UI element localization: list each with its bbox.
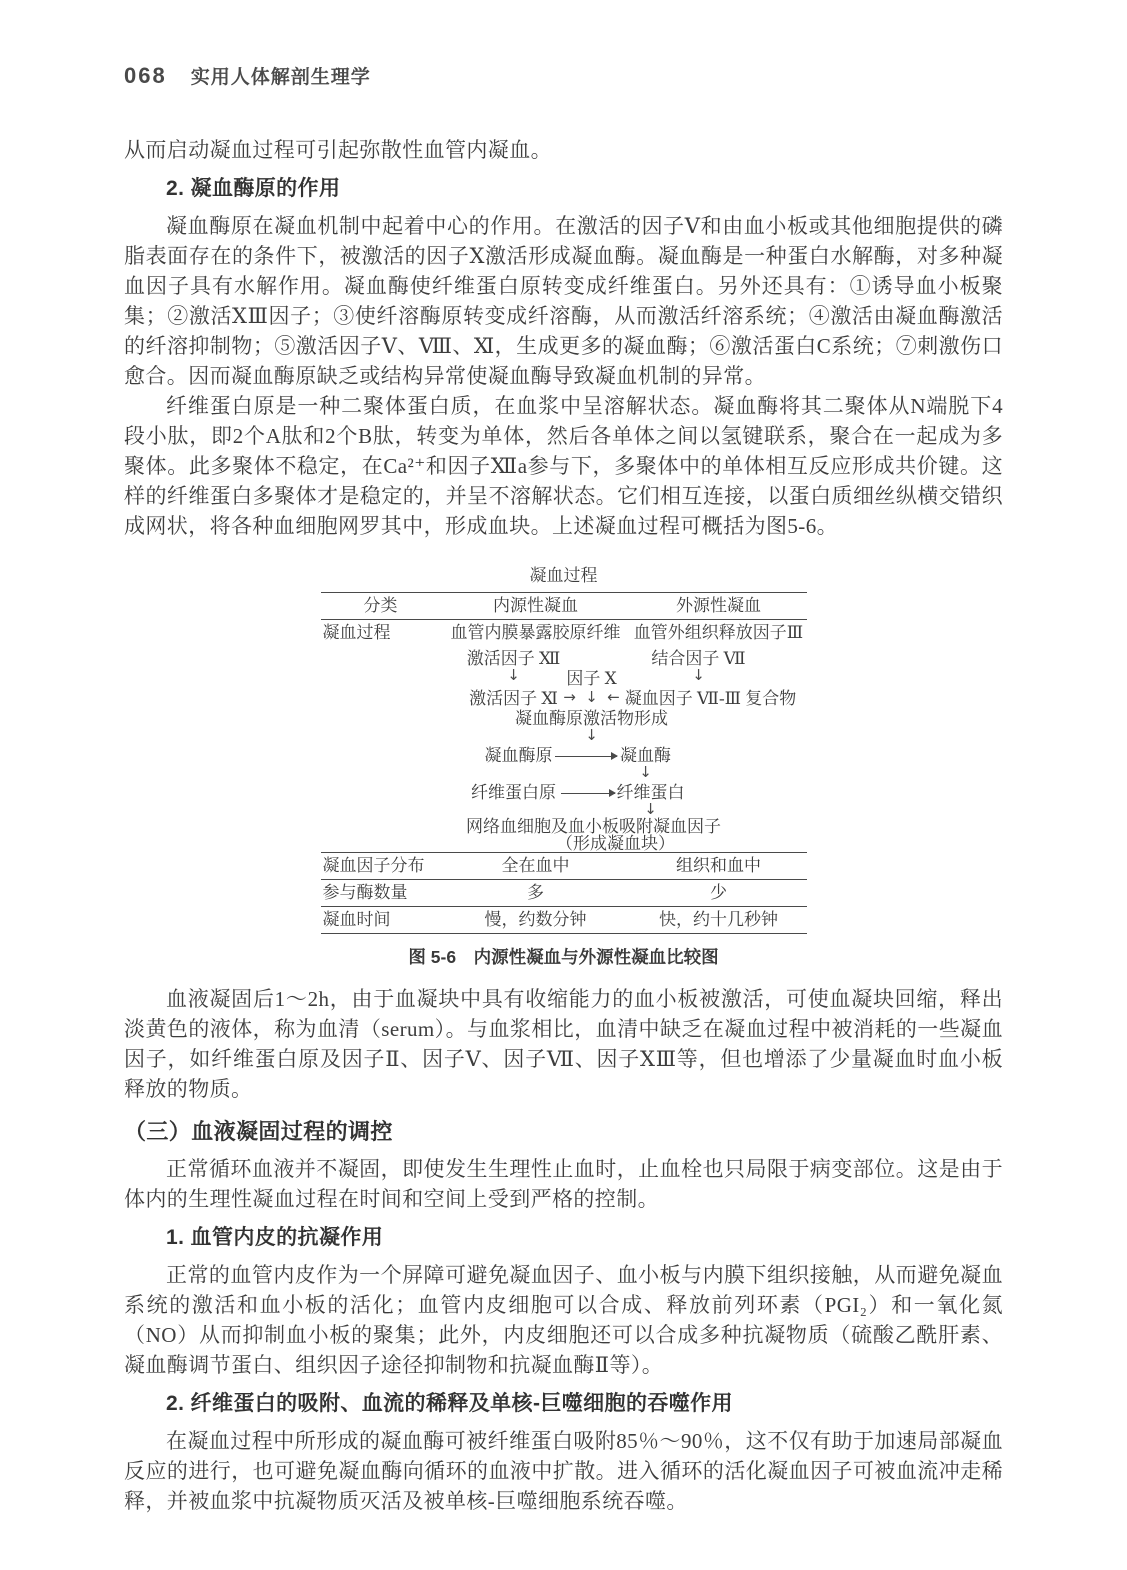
intrinsic-trigger: 血管内膜暴露胶原纤维 [450,623,621,642]
coagulation-flow-diagram [321,648,807,852]
flow-activate-factor-xii: 激活因子 Ⅻ [466,649,561,668]
flow-fibrinogen: 纤维蛋白原 [471,783,556,802]
flow-bind-factor-vii: 结合因子 Ⅶ [651,649,746,668]
page-number: 068 [124,63,167,88]
column-header-intrinsic: 内源性凝血 [493,596,578,615]
row-label: 凝血时间 [322,910,391,929]
extrinsic-distribution: 组织和血中 [676,856,761,875]
figure-title: 凝血过程 [529,566,598,585]
flow-network-cells: 网络血细胞及血小板吸附凝血因子 [466,817,721,836]
arrow-down-icon: ↓ [507,666,520,684]
table-row-time [321,906,807,934]
table-row-trigger [321,620,807,646]
arrow-down-icon: ↓ [644,800,657,818]
arrow-down-icon: ↓ [585,726,598,744]
column-header-extrinsic: 外源性凝血 [676,596,761,615]
arrow-right-icon [561,793,615,794]
page-content [124,135,1003,1516]
heading-regulation: （三）血液凝固过程的调控 [124,1119,393,1144]
paragraph-fibrin-adsorption: 在凝血过程中所形成的凝血酶可被纤维蛋白吸附85％～90％，这不仅有助于加速局部凝血反应的进行，也可避免凝血酶向循环的血液中扩散。进入循环的活化凝血因子可被血流冲走稀释，并被血浆中抗凝物质灭活及被单核-巨噬细胞系统吞噬。 [124,1429,1003,1513]
arrow-right-icon [555,756,617,757]
flow-prothrombin-activator: 凝血酶原激活物形成 [515,709,668,728]
flow-fibrin: 纤维蛋白 [616,783,685,802]
intrinsic-time: 慢，约数分钟 [484,910,587,929]
arrow-down-icon: ↓ [692,666,705,684]
heading-endothelium-anticoagulation: 1. 血管内皮的抗凝作用 [166,1226,384,1249]
flow-clot-formed: （形成凝血块） [556,834,675,853]
heading-prothrombin-role: 2. 凝血酶原的作用 [166,177,341,200]
extrinsic-trigger: 血管外组织释放因子Ⅲ [633,623,804,642]
arrow-right-icon: → [563,688,576,706]
row-label: 参与酶数量 [322,883,408,902]
table-row-distribution [321,852,807,879]
paragraph-serum: 血液凝固后1～2h，由于血凝块中具有收缩能力的血小板被激活，可使血凝块回缩，释出淡黄色的液体，称为血清（serum）。与血浆相比，血清中缺乏在凝血过程中被消耗的一些凝血因子，如纤维蛋白原及因子Ⅱ、因子Ⅴ、因子Ⅶ、因子ⅩⅢ等，但也增添了少量凝血时血小板释放的物质。 [124,987,1003,1101]
arrow-down-icon: ↓ [639,763,652,781]
flow-prothrombin: 凝血酶原 [484,746,553,765]
intrinsic-distribution: 全在血中 [501,856,570,875]
book-title: 实用人体解剖生理学 [190,67,371,88]
arrow-left-icon: ← [607,688,620,706]
extrinsic-enzymes: 少 [710,883,727,902]
heading-fibrin-adsorption: 2. 纤维蛋白的吸附、血流的稀释及单核-巨噬细胞的吞噬作用 [166,1392,733,1415]
table-header-row [321,593,807,620]
paragraph-lead: 从而启动凝血过程可引起弥散性血管内凝血。 [124,138,552,162]
column-header-category: 分类 [363,596,398,615]
row-label: 凝血过程 [322,623,391,642]
extrinsic-time: 快，约十几秒钟 [659,910,778,929]
paragraph-fibrinogen: 纤维蛋白原是一种二聚体蛋白质，在血浆中呈溶解状态。凝血酶将其二聚体从N端脱下4段小肽，即2个A肽和2个B肽，转变为单体，然后各单体之间以氢键联系，聚合在一起成为多聚体。此多聚体不稳定，在Ca²⁺和因子Ⅻa参与下，多聚体中的单体相互反应形成共价键。这样的纤维蛋白多聚体才是稳定的，并呈不溶解状态。它们相互连接，以蛋白质细丝纵横交错织成网状，将各种血细胞网罗其中，形成血块。上述凝血过程可概括为图5-6。 [124,394,1003,538]
arrow-down-icon: ↓ [585,688,598,706]
intrinsic-enzymes: 多 [527,883,544,902]
paragraph-regulation: 正常循环血液并不凝固，即使发生生理性止血时，止血栓也只局限于病变部位。这是由于体内的生理性凝血过程在时间和空间上受到严格的控制。 [124,1157,1003,1211]
figure-5-6 [321,565,807,968]
flow-activate-factor-xi: 激活因子 Ⅺ [469,689,558,708]
paragraph-endothelium: 正常的血管内皮作为一个屏障可避免凝血因子、血小板与内膜下组织接触，从而避免凝血系统的激活和血小板的活化；血管内皮细胞可以合成、释放前列环素（PGI₂）和一氧化氮（NO）从而抑制血小板的聚集；此外，内皮细胞还可以合成多种抗凝物质（硫酸乙酰肝素、凝血酶调节蛋白、组织因子途径抑制物和抗凝血酶Ⅱ等）。 [124,1263,1003,1377]
flow-thrombin: 凝血酶 [620,746,671,765]
flow-factor-vii-iii-complex: 凝血因子 Ⅶ-Ⅲ 复合物 [624,689,797,708]
paragraph-prothrombin: 凝血酶原在凝血机制中起着中心的作用。在激活的因子Ⅴ和由血小板或其他细胞提供的磷脂表面存在的条件下，被激活的因子Ⅹ激活形成凝血酶。凝血酶是一种蛋白水解酶，对多种凝血因子具有水解作用。凝血酶使纤维蛋白原转变成纤维蛋白。另外还具有：①诱导血小板聚集；②激活ⅩⅢ因子；③使纤溶酶原转变成纤溶酶，从而激活纤溶系统；④激活由凝血酶激活的纤溶抑制物；⑤激活因子Ⅴ、Ⅷ、Ⅺ，生成更多的凝血酶；⑥激活蛋白C系统；⑦刺激伤口愈合。因而凝血酶原缺乏或结构异常使凝血酶导致凝血机制的异常。 [124,214,1003,388]
row-label: 凝血因子分布 [322,856,425,875]
table-row-enzymes [321,879,807,906]
comparison-table [321,592,807,934]
figure-caption: 图 5-6 内源性凝血与外源性凝血比较图 [408,947,719,967]
running-header [124,62,1003,89]
flow-factor-x: 因子 Ⅹ [566,669,617,688]
